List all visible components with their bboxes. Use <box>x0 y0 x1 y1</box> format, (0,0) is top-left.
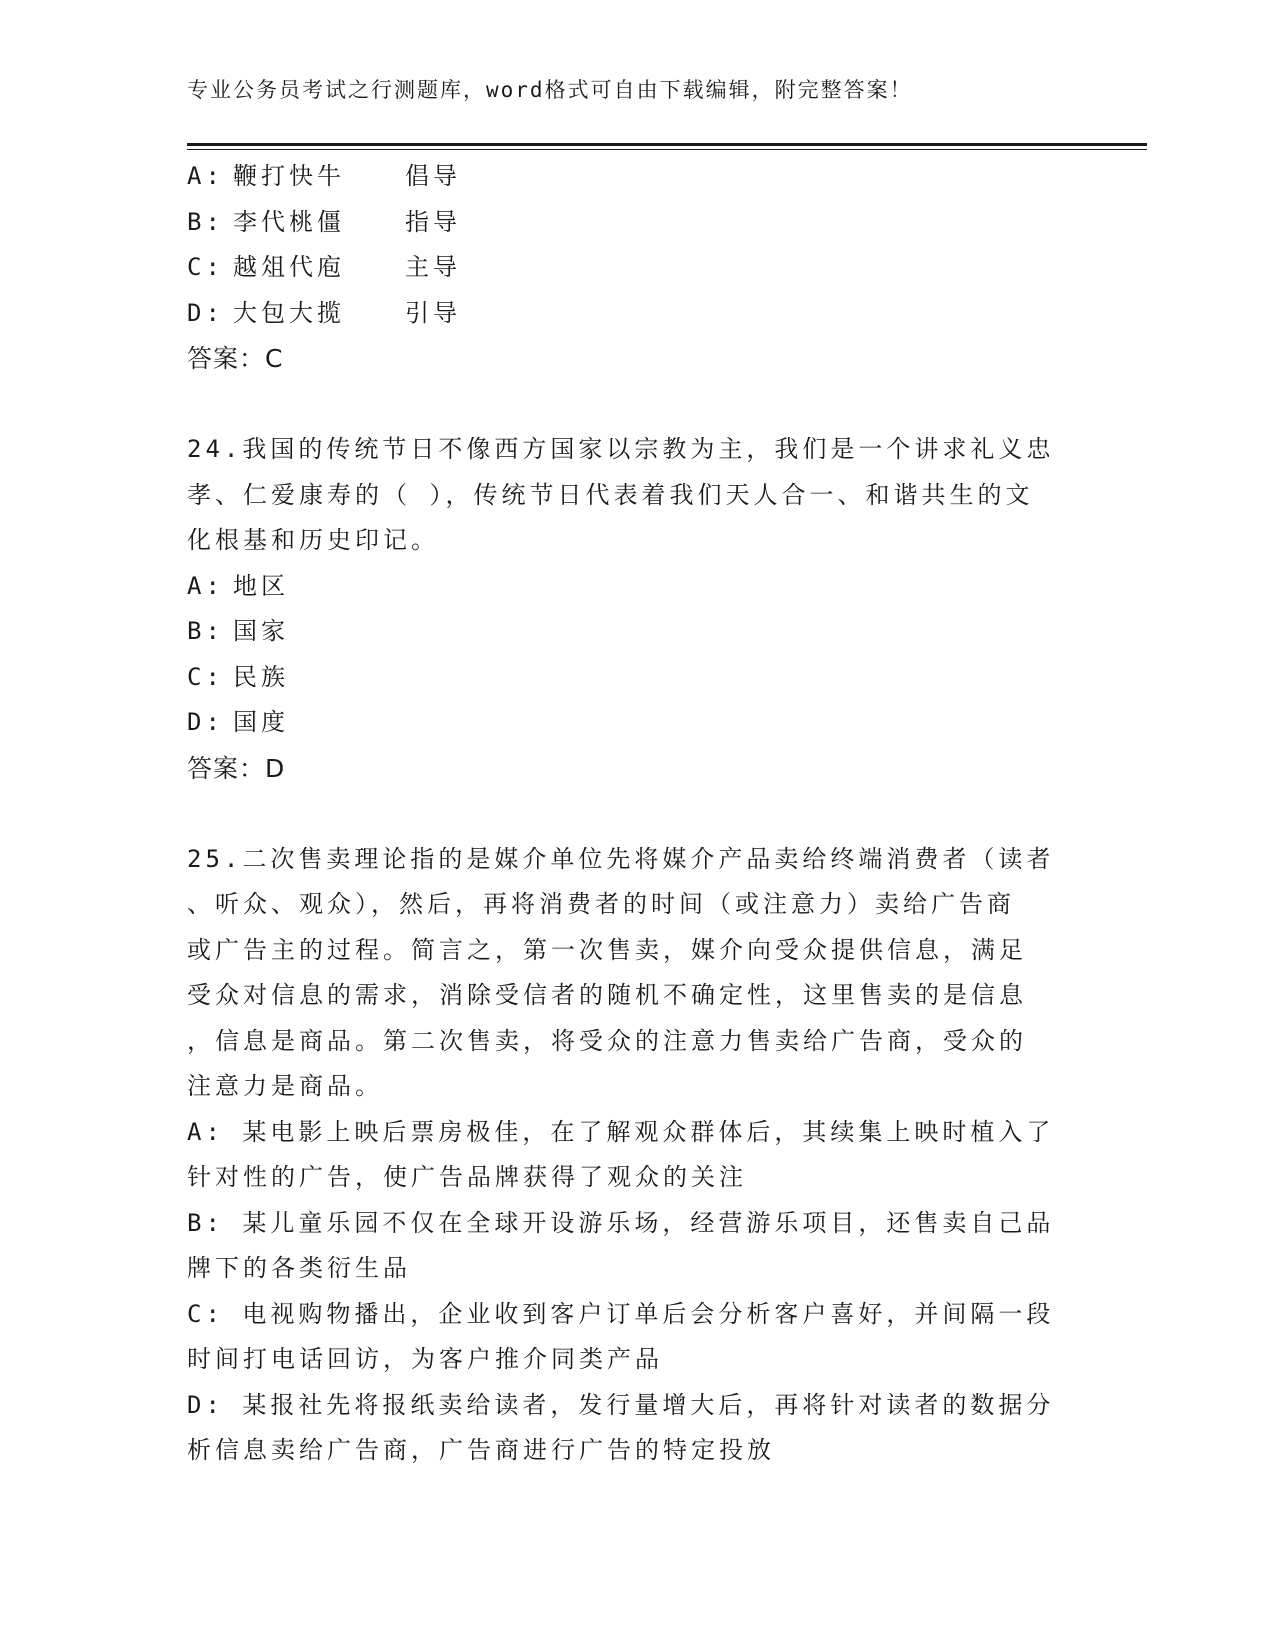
q24-option-b <box>187 609 1087 655</box>
q24-stem <box>187 427 1087 564</box>
spacer <box>187 791 1087 837</box>
option-line: A: 某电影上映后票房极佳，在了解观众群体后，其续集上映时植入了 <box>187 1117 1055 1146</box>
q24-stem-line: 化根基和历史印记。 <box>187 526 439 554</box>
option-first-word: 越俎代庖 <box>233 253 345 281</box>
option-label: B: <box>187 617 224 645</box>
option-text: 民族 <box>233 662 289 691</box>
q25-stem-line: 、听众、观众），然后，再将消费者的时间（或注意力）卖给广告商 <box>187 890 1015 918</box>
q25-stem-line: 受众对信息的需求，消除受信者的随机不确定性，这里售卖的是信息 <box>187 981 1027 1009</box>
option-label: A: <box>187 162 224 190</box>
option-first-word: 李代桃僵 <box>233 207 345 236</box>
question-content <box>187 154 1087 1474</box>
q23-option-a <box>187 154 1087 200</box>
header-rule-thin <box>187 149 1147 150</box>
option-second-word: 主导 <box>405 253 461 281</box>
option-label: C: <box>187 253 224 281</box>
page-header: 专业公务员考试之行测题库，word格式可自由下载编辑，附完整答案！ <box>187 78 913 102</box>
q24-options <box>187 564 1087 746</box>
q24-option-c <box>187 655 1087 701</box>
option-label: A: <box>187 571 224 600</box>
q25-stem-line: 注意力是商品。 <box>187 1072 383 1100</box>
header-rule-thick <box>187 143 1147 146</box>
q25-stem-line: ，信息是商品。第二次售卖，将受众的注意力售卖给广告商，受众的 <box>187 1026 1027 1055</box>
q23-option-b <box>187 200 1087 246</box>
option-line: C: 电视购物播出，企业收到客户订单后会分析客户喜好，并间隔一段 <box>187 1299 1055 1328</box>
q25-option-c <box>187 1292 1087 1383</box>
q23-answer: 答案：C <box>187 344 284 373</box>
option-line: 牌下的各类衍生品 <box>187 1254 411 1282</box>
q25-stem-line: 或广告主的过程。简言之，第一次售卖，媒介向受众提供信息，满足 <box>187 935 1027 964</box>
option-line: D: 某报社先将报纸卖给读者，发行量增大后，再将针对读者的数据分 <box>187 1390 1055 1419</box>
option-first-word: 大包大揽 <box>233 298 345 327</box>
option-first-word: 鞭打快牛 <box>233 162 345 190</box>
option-second-word: 指导 <box>405 207 461 236</box>
q25-stem <box>187 837 1087 1110</box>
q23-option-d <box>187 291 1087 337</box>
option-label: D: <box>187 708 224 736</box>
spacer <box>187 382 1087 428</box>
option-label: D: <box>187 298 224 327</box>
option-text: 国家 <box>233 617 289 645</box>
option-line: 析信息卖给广告商，广告商进行广告的特定投放 <box>187 1436 775 1464</box>
option-label: C: <box>187 662 224 691</box>
option-second-word: 倡导 <box>405 162 461 190</box>
q25-stem-line: 25.二次售卖理论指的是媒介单位先将媒介产品卖给终端消费者（读者 <box>187 844 1055 873</box>
option-text: 国度 <box>233 708 289 736</box>
option-line: 时间打电话回访，为客户推介同类产品 <box>187 1345 663 1373</box>
q23-option-c <box>187 245 1087 291</box>
q24-option-a <box>187 564 1087 610</box>
q24-stem-line: 24.我国的传统节日不像西方国家以宗教为主，我们是一个讲求礼义忠 <box>187 435 1055 463</box>
option-second-word: 引导 <box>405 298 461 327</box>
q23-options <box>187 154 1087 336</box>
q25-options <box>187 1110 1087 1474</box>
option-line: B: 某儿童乐园不仅在全球开设游乐场，经营游乐项目，还售卖自己品 <box>187 1208 1055 1237</box>
q24-stem-line: 孝、仁爱康寿的（ ），传统节日代表着我们天人合一、和谐共生的文 <box>187 480 1034 509</box>
q25-option-b <box>187 1201 1087 1292</box>
option-label: B: <box>187 207 224 236</box>
option-text: 地区 <box>233 571 289 600</box>
q24-option-d <box>187 700 1087 746</box>
q25-option-a <box>187 1110 1087 1201</box>
option-line: 针对性的广告，使广告品牌获得了观众的关注 <box>187 1163 747 1191</box>
q24-answer: 答案：D <box>187 753 286 783</box>
q25-option-d <box>187 1383 1087 1474</box>
